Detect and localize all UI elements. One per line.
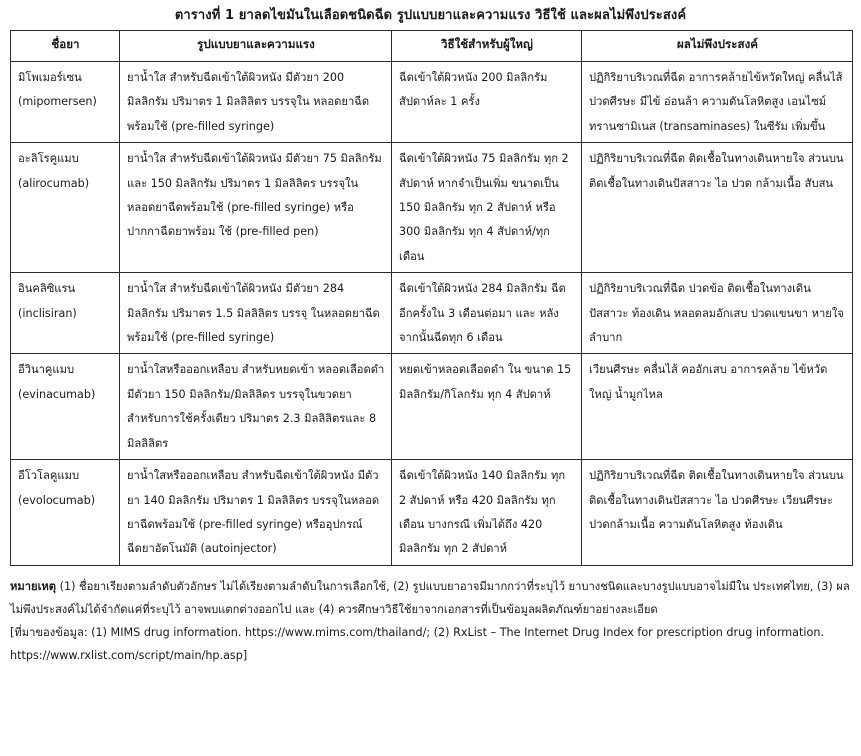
usage-cell: ฉีดเข้าใต้ผิวหนัง 200 มิลลิกรัม สัปดาห์ละ 1 ครั้ง <box>392 62 582 143</box>
table-row <box>11 460 853 566</box>
drug-name-english: (inclisiran) <box>18 306 77 320</box>
drug-name-english: (evolocumab) <box>18 493 96 507</box>
dosage-form-cell: ยาน้ำใส สำหรับฉีดเข้าใต้ผิวหนัง มีตัวยา 75 มิลลิกรัมและ 150 มิลลิกรัม ปริมาตร 1 มิลลิลิตร บรรจุในหลอดยาฉีดพร้อมใช้ (pre-filled syringe) หรือปากกาฉีดยาพร้อม ใช้ (pre-filled pen) <box>120 143 392 273</box>
table-row <box>11 354 853 460</box>
usage-cell: ฉีดเข้าใต้ผิวหนัง 75 มิลลิกรัม ทุก 2 สัปดาห์ หากจำเป็นเพิ่ม ขนาดเป็น 150 มิลลิกรัม ทุก 2 สัปดาห์ หรือ 300 มิลลิกรัม ทุก 4 สัปดาห์/ทุกเดือน <box>392 143 582 273</box>
drug-name-thai: อีโวโลคูแมบ <box>18 469 80 483</box>
header-drug-name: ชื่อยา <box>11 31 120 62</box>
drug-name-english: (alirocumab) <box>18 176 90 190</box>
drug-name-thai: อะลิโรคูแมบ <box>18 152 79 166</box>
adverse-effects-cell: ปฏิกิริยาบริเวณที่ฉีด อาการคล้ายไข้หวัดใหญ่ คลื่นไส้ ปวดศีรษะ มีไข้ อ่อนล้า ความดันโลหิตสูง เอนไซม์ทรานซามิเนส (transaminases) ในซีรัม เพิ่มขึ้น <box>582 62 853 143</box>
drug-name-thai: มิโพเมอร์เซน <box>18 71 82 84</box>
drug-name-cell <box>11 143 120 273</box>
drug-name-english: (evinacumab) <box>18 387 96 401</box>
table-title: ตารางที่ 1 ยาลดไขมันในเลือดชนิดฉีด รูปแบบยาและความแรง วิธีใช้ และผลไม่พึงประสงค์ <box>174 8 687 23</box>
table-row <box>11 273 853 354</box>
dosage-form-cell: ยาน้ำใสหรือออกเหลือบ สำหรับหยดเข้า หลอดเลือดดำ มีตัวยา 150 มิลลิกรัม/มิลลิลิตร บรรจุในขวดยาสำหรับการใช้ครั้งเดียว ปริมาตร 2.3 มิลลิลิตรและ 8 มิลลิลิตร <box>120 354 392 460</box>
usage-cell: หยดเข้าหลอดเลือดดำ ใน ขนาด 15 มิลลิกรัม/กิโลกรัม ทุก 4 สัปดาห์ <box>392 354 582 460</box>
header-dosage-form: รูปแบบยาและความแรง <box>120 31 392 62</box>
drug-name-cell <box>11 354 120 460</box>
adverse-effects-cell: เวียนศีรษะ คลื่นไส้ คออักเสบ อาการคล้าย ไข้หวัดใหญ่ น้ำมูกไหล <box>582 354 853 460</box>
usage-cell: ฉีดเข้าใต้ผิวหนัง 140 มิลลิกรัม ทุก 2 สัปดาห์ หรือ 420 มิลลิกรัม ทุกเดือน บางกรณี เพิ่มได้ถึง 420 มิลลิกรัม ทุก 2 สัปดาห์ <box>392 460 582 566</box>
header-adult-usage: วิธีใช้สำหรับผู้ใหญ่ <box>392 31 582 62</box>
adverse-effects-cell: ปฏิกิริยาบริเวณที่ฉีด ติดเชื้อในทางเดินหายใจ ส่วนบน ติดเชื้อในทางเดินปัสสาวะ ไอ ปวด กล้ามเนื้อ สับสน <box>582 143 853 273</box>
notes-text: (1) ชื่อยาเรียงตามลำดับตัวอักษร ไม่ได้เรียงตามลำดับในการเลือกใช้, (2) รูปแบบยาอาจมีมากกว่าที่ระบุไว้ ยาบางชนิดและบางรูปแบบอาจไม่มีใน ประเทศไทย, (3) ผลไม่พึงประสงค์ไม่ได้จำกัดแค่ที่ระบุไว้ อาจพบแตกต่างออกไป และ (4) ควรศึกษาวิธีใช้ยาจากเอกสารที่เป็นข้อมูลผลิตภัณฑ์ยาอย่างละเอียด <box>10 579 850 616</box>
drug-name-cell <box>11 460 120 566</box>
table-header-row <box>11 31 853 62</box>
table-row <box>11 143 853 273</box>
dosage-form-cell: ยาน้ำใส สำหรับฉีดเข้าใต้ผิวหนัง มีตัวยา 284 มิลลิกรัม ปริมาตร 1.5 มิลลิลิตร บรรจุ ในหลอดยาฉีดพร้อมใช้ (pre-filled syringe) <box>120 273 392 354</box>
footnotes <box>10 575 852 667</box>
drug-name-english: (mipomersen) <box>18 95 97 109</box>
table-row <box>11 62 853 143</box>
notes-paragraph <box>10 575 852 621</box>
drug-name-cell <box>11 62 120 143</box>
usage-cell: ฉีดเข้าใต้ผิวหนัง 284 มิลลิกรัม ฉีดอีกครั้งใน 3 เดือนต่อมา และ หลังจากนั้นฉีดทุก 6 เดือน <box>392 273 582 354</box>
dosage-form-cell: ยาน้ำใส สำหรับฉีดเข้าใต้ผิวหนัง มีตัวยา 200 มิลลิกรัม ปริมาตร 1 มิลลิลิตร บรรจุใน หลอดยาฉีดพร้อมใช้ (pre-filled syringe) <box>120 62 392 143</box>
source-citation: [ที่มาของข้อมูล: (1) MIMS drug information. https://www.mims.com/thailand/; (2) RxList – The Internet Drug Index for prescription drug information. https://www.rxlist.com/script/main/hp.asp] <box>10 625 825 662</box>
drug-table <box>10 30 853 566</box>
adverse-effects-cell: ปฏิกิริยาบริเวณที่ฉีด ปวดข้อ ติดเชื้อในทางเดิน ปัสสาวะ ท้องเดิน หลอดลมอักเสบ ปวดแขนขา หายใจลำบาก <box>582 273 853 354</box>
drug-name-thai: อินคลิซิแรน <box>18 282 76 296</box>
adverse-effects-cell: ปฏิกิริยาบริเวณที่ฉีด ติดเชื้อในทางเดินหายใจ ส่วนบน ติดเชื้อในทางเดินปัสสาวะ ไอ ปวดศีรษะ เวียนศีรษะ ปวดกล้ามเนื้อ ความดันโลหิตสูง ท้องเดิน <box>582 460 853 566</box>
header-adverse-effects: ผลไม่พึงประสงค์ <box>582 31 853 62</box>
notes-label: หมายเหตุ <box>10 579 57 593</box>
dosage-form-cell: ยาน้ำใสหรือออกเหลือบ สำหรับฉีดเข้าใต้ผิวหนัง มีตัวยา 140 มิลลิกรัม ปริมาตร 1 มิลลิลิตร บรรจุในหลอดยาฉีดพร้อมใช้ (pre-filled syringe) หรืออุปกรณ์ฉีดยาอัตโนมัติ (autoinjector) <box>120 460 392 566</box>
drug-name-cell <box>11 273 120 354</box>
drug-name-thai: อีวินาคูแมบ <box>18 363 75 377</box>
